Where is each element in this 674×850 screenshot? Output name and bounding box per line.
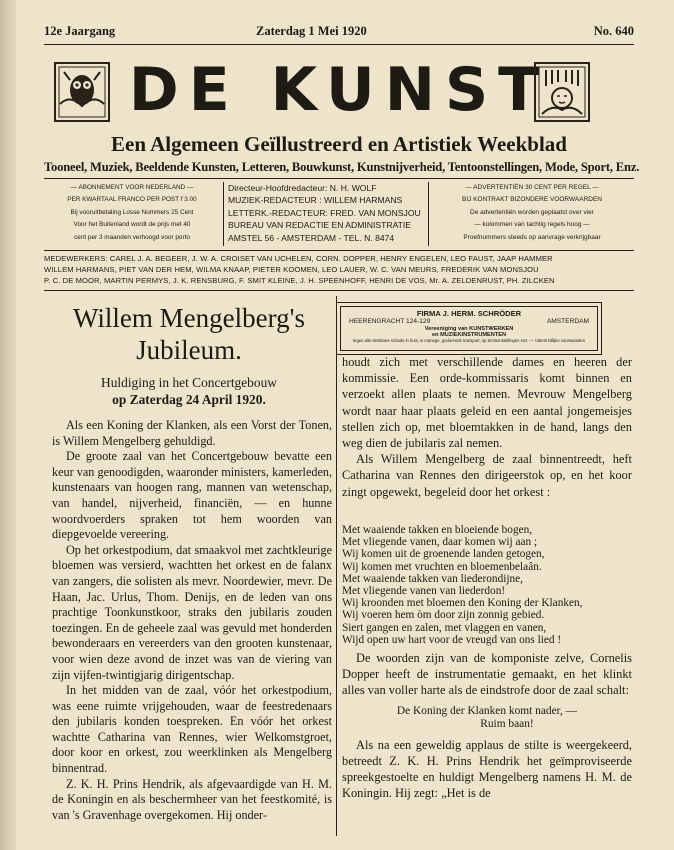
column-separator (336, 296, 337, 836)
info-line: — ADVERTENTIËN 30 CENT PER REGEL — (465, 184, 599, 191)
paragraph: Als Willem Mengelberg de zaal binnentreedt, heft Catharina van Rennes den dirigeerstok op, en het koor zingt opgewekt, begeleid door het orkest : (342, 452, 632, 499)
contributors-line: MEDEWERKERS: CAREL J. A. BEGEER, J. W. A. CROISET VAN UCHELEN, CORN. DOPPER, HENRY ENGELEN, LEO FAUST, JAAP HAMMER (44, 254, 553, 263)
advertisement-box (340, 306, 598, 351)
article-subheading (44, 374, 334, 408)
newspaper-categories: Tooneel, Muziek, Beeldende Kunsten, Letteren, Bouwkunst, Kunstnijverheid, Tentoonstellingen, Mode, Sport, Enz. (44, 160, 640, 174)
info-line: Voor het Buitenland wordt de prijs met 40 (73, 221, 191, 229)
info-line: BIJ KONTRAKT BIZONDERE VOORWAARDEN (461, 196, 602, 204)
verse-line: Wij komen met vruchten en bloemenbelaân. (342, 560, 542, 573)
paragraph: houdt zich met verschillende dames en heeren der kommissie. Een orde-kommissaris komt binnen en verzoekt allen plaats te nemen. Mevrouw Mengelberg wordt naar haar plaats geleid en een aantal jongemeisjes stellen zich op, met bloemtakken in de hand, langs den weg dien de jubilaris zal nemen. (342, 355, 632, 451)
masthead (44, 54, 634, 132)
issue-date: Zaterdag 1 Mei 1920 (256, 24, 367, 38)
info-line: LETTERK.-REDACTEUR: FRED. VAN MONSJOU (228, 207, 421, 218)
verse-line: Wijd open uw hart voor de vreugd van ons lied ! (342, 633, 562, 646)
face-ornament-icon (534, 62, 590, 122)
article-headline (44, 302, 334, 366)
page-binding (0, 0, 16, 850)
owl-ornament-icon (54, 62, 110, 122)
info-line: MUZIEK-REDACTEUR : WILLEM HARMANS (228, 195, 403, 206)
info-line: BUREAU VAN REDACTIE EN ADMINISTRATIE (228, 220, 412, 231)
info-line: AMSTEL 56 - AMSTERDAM - TEL. N. 8474 (228, 232, 395, 243)
paragraph: Op het orkestpodium, dat smaakvol met zachtkleurige bloemen was versierd, wachtten het orkest en de falanx van zangers, die solisten als mevr. Noordewier, mevr. De Haan, Jac. Urlus, Thom. Denijs, en de leden van ons prachtige Toonkunstkoor, straks den jubilaris zouden toezingen. En de geheele zaal was gevuld met honderden bewonderaars en vereerders van den grooten kunstenaar, voor wien deze avond de inzet was van de viering van zijn vijfen-twintigjarig dirigentschap. (52, 542, 332, 682)
ad-address: HEERENGRACHT 124-129 (349, 318, 431, 325)
verse-line: Met waaiende takken van liederondijne, (342, 572, 523, 585)
verse-line: Wij kroonden met bloemen den Koning der Klanken, (342, 597, 583, 610)
info-line: Proefnummers steeds op aanvrage verkrijgbaar (463, 233, 601, 241)
ad-line: en MUZIEKINSTRUMENTEN (432, 332, 506, 338)
verse-line: Wij komen uit de groenende landen getogen, (342, 548, 545, 561)
newspaper-title: DE KUNST (128, 55, 550, 125)
paragraph: Z. K. H. Prins Hendrik, als afgevaardigde van H. M. de Koningin en als beschermheer van het feestkomité, is van 's Gravenhage overgekomen. Hij onder- (52, 776, 332, 822)
verse-line: Wij voeren hem òm door zijn zonnig gebied. (342, 609, 545, 622)
newspaper-subtitle: Een Algemeen Geïllustreerd en Artistiek Weekblad (111, 132, 567, 156)
info-line: — ABONNEMENT VOOR NEDERLAND — (70, 184, 194, 191)
issue-number: No. 640 (593, 24, 634, 38)
info-separator (223, 182, 224, 246)
song-verse (342, 524, 632, 646)
advertising-info (432, 182, 632, 249)
headline-line: Jubileum. (136, 335, 242, 365)
verse-line: Met vliegende vanen van liederdon! (342, 585, 506, 598)
info-line: — kolommen van tachtig regels hoog — (474, 221, 590, 229)
paragraph: In het midden van de zaal, vóór het orkestpodium, was eene ruimte vrijgehouden, waar de feestredenaars den jubilaris konden toespreken. En vóór het orkest wachtte Catharina van Rennes, wier Welkomstgroet, door koor en orkest, zou weerklinken als Mengelberg binnentrad. (52, 683, 332, 776)
contributors-rule (44, 290, 634, 291)
verse-line: Siert gangen en zalen, met vlaggen en vanen, (342, 621, 547, 634)
subheading-line: op Zaterdag 24 April 1920. (112, 392, 266, 407)
ad-firm: FIRMA J. HERM. SCHRÖDER (416, 309, 522, 318)
subheading-line: Huldiging in het Concertgebouw (101, 375, 277, 390)
volume: 12e Jaargang (44, 24, 116, 38)
info-line: De advertentiën worden geplaatst over vier (470, 208, 594, 216)
ad-city: AMSTERDAM (546, 318, 589, 325)
article-column-2-continued (342, 650, 632, 801)
article-column-1 (52, 418, 332, 823)
quote-line: De Koning der Klanken komt nader, — (396, 704, 578, 717)
verse-line: Met vliegende vanen, daar komen wij aan ; (342, 536, 538, 549)
article-column-2 (342, 354, 632, 500)
quote-line: Ruim baan! (480, 717, 534, 730)
paragraph: Als een Koning der Klanken, als een Vorst der Tonen, is Willem Mengelberg gehuldigd. (52, 418, 332, 448)
info-top-rule (44, 178, 634, 179)
subscription-info (46, 182, 218, 249)
verse-line: Met waaiende takken en bloeiende bogen, (342, 524, 533, 536)
contributors-line: P. C. DE MOOR, MARTIN PERMYS, J. K. RENSBURG, F. SMIT KLEINE, J. H. SPEENHOFF, HENRI DE VOS, Mr. A. ZELDENRUST, PH. ZILCKEN (44, 276, 555, 285)
editorial-info (228, 182, 424, 249)
info-line: PER KWARTAAL FRANCO PER POST f 3.00 (67, 196, 197, 204)
paragraph: De groote zaal van het Concertgebouw bevatte een keur van genoodigden, waaronder ministers, kamerleden, kunstenaars van hoogen rang, mannen van wetenschap, van handel, nijverheid, financiën, — en hunne woordvoerders spraken tot hem woorden van diepgevoelde vereering. (52, 449, 332, 542)
info-separator (428, 182, 429, 246)
info-line: Directeur-Hoofdredacteur: N. H. WOLF (228, 183, 377, 193)
info-bottom-rule (44, 250, 634, 251)
ad-line: tegen alle denkbare schade in huis, in manege, gedurende transport, op tentoonstellingen enz. — Uiterst billijke voorwaarden (352, 338, 586, 343)
paragraph: De woorden zijn van de komponiste zelve, Cornelis Dopper heeft de instrumentatie gemaakt, en het klinkt alles van voller harte als de eindstrofe door de zaal schalt: (342, 651, 632, 698)
ad-line: Vereeniging van KUNSTWERKEN (424, 326, 514, 332)
ad-address-line (341, 318, 597, 326)
paragraph: Als na een geweldig applaus de stilte is weergekeerd, betreedt Z. K. H. Prins Hendrik het geïmproviseerde spreekgestoelte en huldigt Mengelberg namens H. M. de Koningin. Hij zegt: „Het is de (342, 737, 632, 801)
header-rule (44, 44, 634, 45)
headline-line: Willem Mengelberg's (73, 303, 305, 333)
contributors-line: WILLEM HARMANS, PIET VAN DER HEM, WILMA KNAAP, PIETER KOOMEN, LEO LAUER, W. C. VAN MEURS, FREDERIK VAN MONSJOU (44, 265, 539, 274)
info-line: Bij vooruitbetaling Losse Nummers 25 Cent (70, 208, 194, 216)
info-line: cent per 3 maanden verhoogd voor porto (74, 233, 190, 241)
